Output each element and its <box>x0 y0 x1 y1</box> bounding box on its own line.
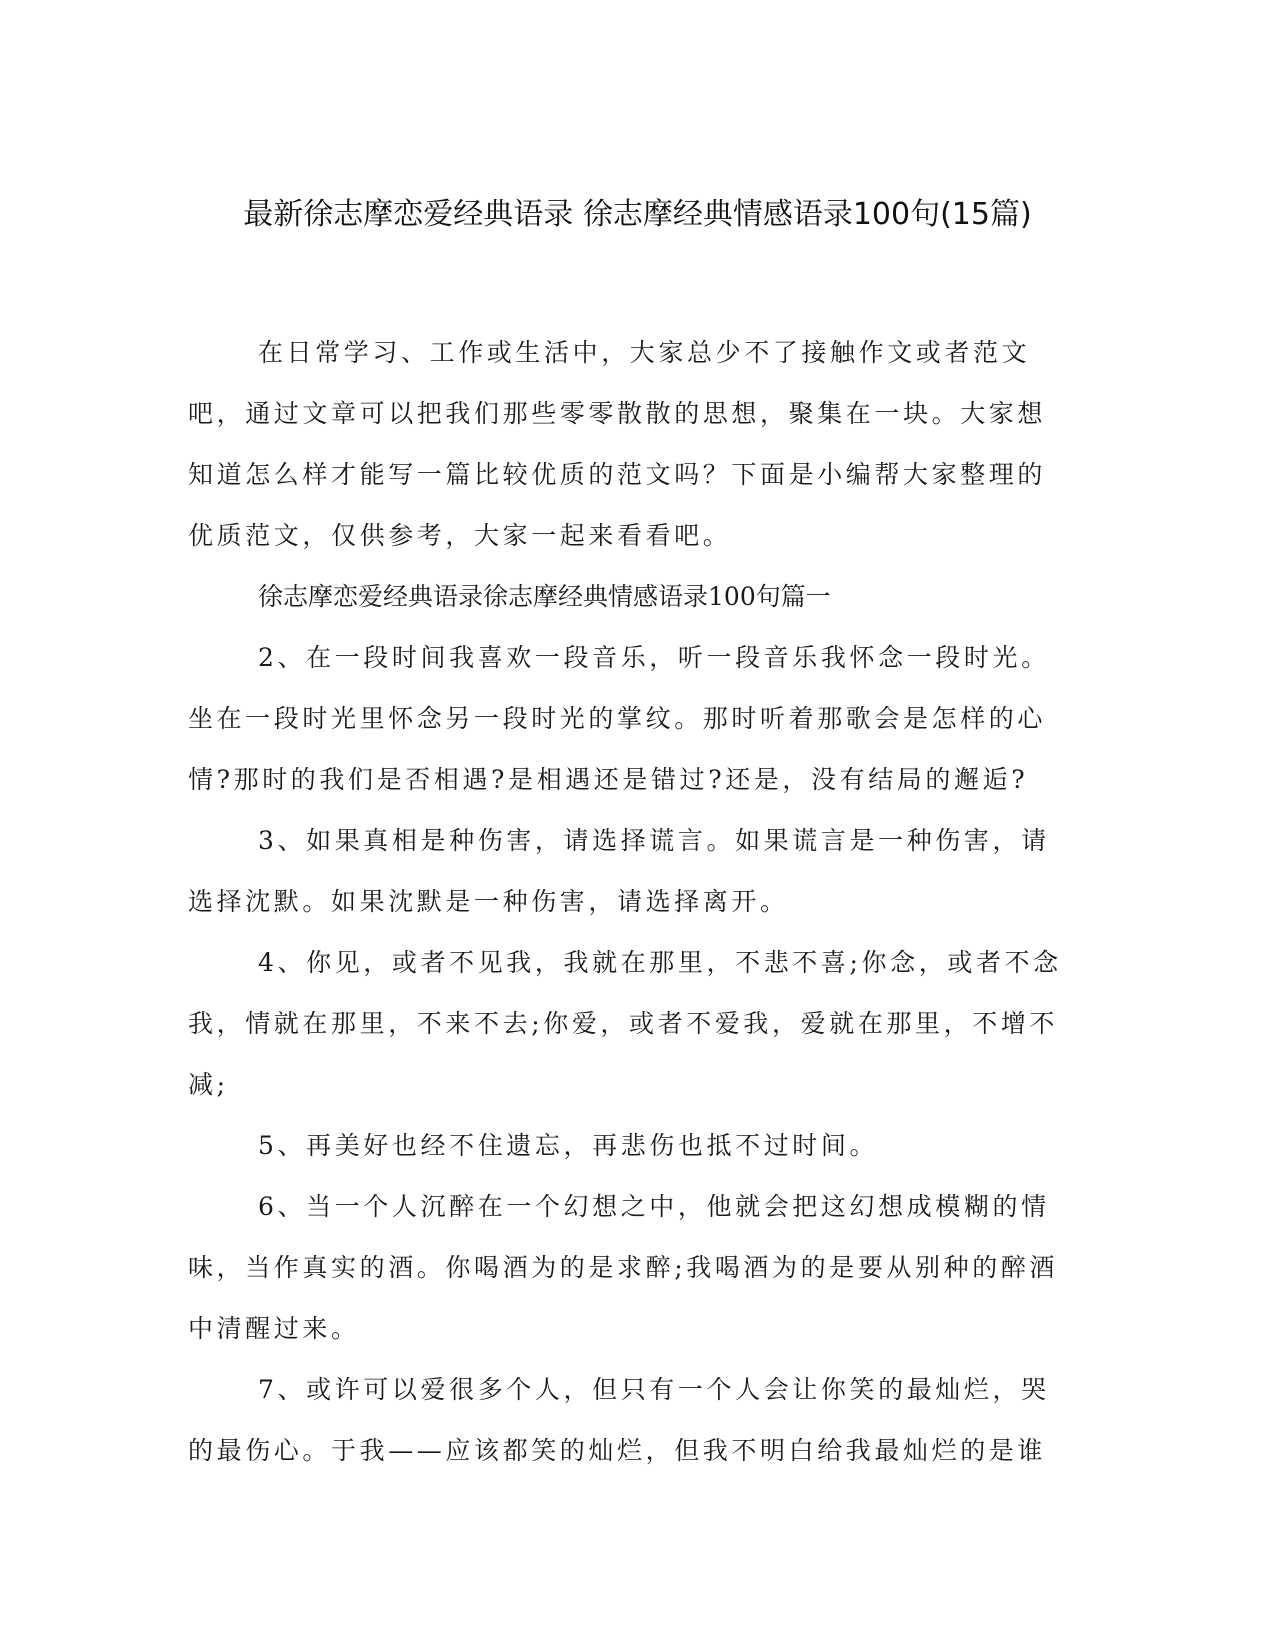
intro-paragraph: 在日常学习、工作或生活中，大家总少不了接触作文或者范文吧，通过文章可以把我们那些零零散散的思想，聚集在一块。大家想知道怎么样才能写一篇比较优质的范文吗？下面是小编帮大家整理的优质范文，仅供参考，大家一起来看看吧。 <box>188 338 1047 550</box>
document-body <box>188 322 1073 1481</box>
quote-paragraph-6: 6、当一个人沉醉在一个幻想之中，他就会把这幻想成模糊的情味，当作真实的酒。你喝酒为的是求醉;我喝酒为的是要从别种的醉酒中清醒过来。 <box>188 1192 1059 1343</box>
quote-paragraph-7: 7、或许可以爱很多个人，但只有一个人会让你笑的最灿烂，哭的最伤心。于我——应该都笑的灿烂，但我不明白给我最灿烂的是谁 <box>188 1375 1050 1465</box>
section-heading: 徐志摩恋爱经典语录徐志摩经典情感语录100句篇一 <box>258 582 831 611</box>
quote-paragraph-3: 3、如果真相是种伤害，请选择谎言。如果谎言是一种伤害，请选择沈默。如果沈默是一种伤害，请选择离开。 <box>188 826 1050 916</box>
quote-paragraph-5: 5、再美好也经不住遗忘，再悲伤也抵不过时间。 <box>258 1131 879 1160</box>
document-title: 最新徐志摩恋爱经典语录 徐志摩经典情感语录100句(15篇) <box>243 197 1032 232</box>
quote-paragraph-4: 4、你见，或者不见我，我就在那里，不悲不喜;你念，或者不念我，情就在那里，不来不去;你爱，或者不爱我，爱就在那里，不增不减; <box>188 948 1062 1099</box>
quote-paragraph-2: 2、在一段时间我喜欢一段音乐，听一段音乐我怀念一段时光。坐在一段时光里怀念另一段时光的掌纹。那时听着那歌会是怎样的心情?那时的我们是否相遇?是相遇还是错过?还是，没有结局的邂逅? <box>188 643 1050 794</box>
